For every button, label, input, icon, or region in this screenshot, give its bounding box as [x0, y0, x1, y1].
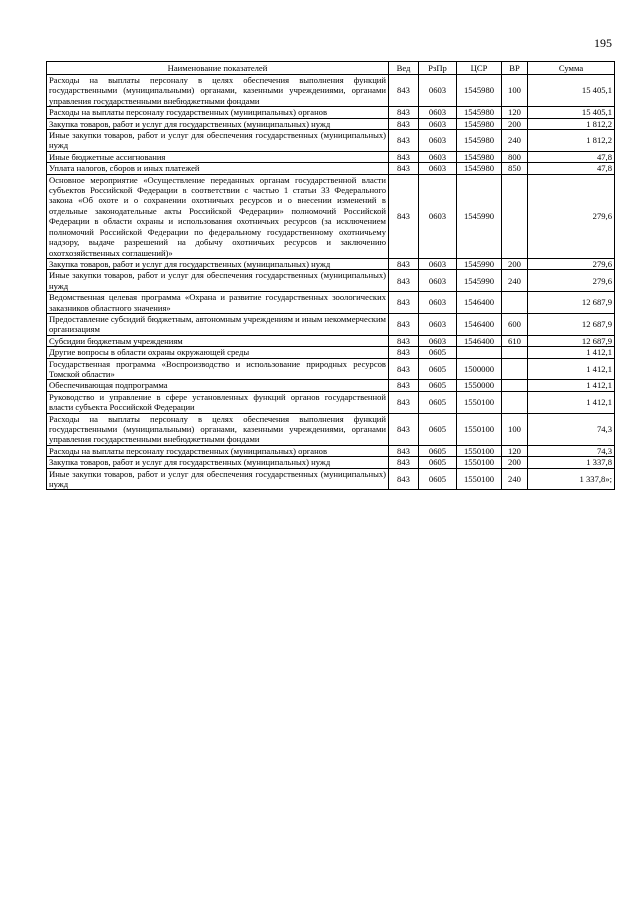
cell-csr: 1550100 [457, 445, 502, 456]
cell-ved: 843 [389, 75, 419, 107]
table-row [47, 75, 615, 107]
cell-name: Иные закупки товаров, работ и услуг для обеспечения государственных (муниципальных) нужд [47, 468, 389, 490]
cell-vr: 200 [502, 457, 528, 468]
header-rzpr: РзПр [419, 62, 457, 75]
table-row [47, 151, 615, 162]
cell-rzpr: 0605 [419, 358, 457, 380]
cell-ved: 843 [389, 457, 419, 468]
header-vr: ВР [502, 62, 528, 75]
cell-ved: 843 [389, 292, 419, 314]
cell-vr: 120 [502, 445, 528, 456]
cell-ved: 843 [389, 347, 419, 358]
cell-vr: 100 [502, 75, 528, 107]
cell-vr: 800 [502, 151, 528, 162]
table-row [47, 292, 615, 314]
cell-ved: 843 [389, 391, 419, 413]
cell-name: Закупка товаров, работ и услуг для государственных (муниципальных) нужд [47, 118, 389, 129]
cell-csr: 1545980 [457, 151, 502, 162]
cell-vr [502, 174, 528, 258]
cell-ved: 843 [389, 270, 419, 292]
table-header-row [47, 62, 615, 75]
cell-name: Предоставление субсидий бюджетным, автономным учреждениям и иным некоммерческим организациям [47, 313, 389, 335]
cell-rzpr: 0605 [419, 468, 457, 490]
cell-ved: 843 [389, 445, 419, 456]
cell-name: Обеспечивающая подпрограмма [47, 380, 389, 391]
cell-sum: 1 412,1 [528, 358, 615, 380]
table-row [47, 270, 615, 292]
cell-rzpr: 0603 [419, 107, 457, 118]
cell-sum: 12 687,9 [528, 335, 615, 346]
cell-name: Ведомственная целевая программа «Охрана и развитие государственных зоологических заказников областного значения» [47, 292, 389, 314]
header-ved: Вед [389, 62, 419, 75]
cell-name: Иные закупки товаров, работ и услуг для обеспечения государственных (муниципальных) нужд [47, 130, 389, 152]
cell-sum: 12 687,9 [528, 292, 615, 314]
header-csr: ЦСР [457, 62, 502, 75]
cell-rzpr: 0603 [419, 335, 457, 346]
cell-vr: 240 [502, 130, 528, 152]
table-body [47, 75, 615, 490]
table-row [47, 468, 615, 490]
table-row [47, 335, 615, 346]
cell-name: Иные бюджетные ассигнования [47, 151, 389, 162]
cell-rzpr: 0603 [419, 130, 457, 152]
cell-ved: 843 [389, 335, 419, 346]
cell-ved: 843 [389, 258, 419, 269]
cell-rzpr: 0603 [419, 163, 457, 174]
cell-csr: 1546400 [457, 292, 502, 314]
cell-sum: 12 687,9 [528, 313, 615, 335]
cell-csr [457, 347, 502, 358]
table-row [47, 413, 615, 445]
table-row [47, 174, 615, 258]
cell-sum: 74,3 [528, 445, 615, 456]
cell-rzpr: 0605 [419, 413, 457, 445]
table-row [47, 130, 615, 152]
cell-vr: 240 [502, 270, 528, 292]
table-row [47, 445, 615, 456]
cell-ved: 843 [389, 468, 419, 490]
cell-name: Расходы на выплаты персоналу государственных (муниципальных) органов [47, 445, 389, 456]
cell-sum: 47,8 [528, 163, 615, 174]
cell-csr: 1545980 [457, 163, 502, 174]
cell-name: Основное мероприятие «Осуществление переданных органам государственной власти субъектов Российской Федерации в соответствии с частью 1 статьи 33 Федерального закона «Об охоте и о сохранении охотничьих ресурсов и о внесении изменений в отдельные законодательные акты Российской Федерации» полномочий Российской Федерации в области охраны и использования охотничьих ресурсов (за исключением полномочий Российской Федерации по федеральному государственному охотничьему надзору, выдаче разрешений на добычу охотничьих ресурсов и заключению охотхозяйственных соглашений)» [47, 174, 389, 258]
cell-sum: 1 337,8 [528, 457, 615, 468]
cell-csr: 1550000 [457, 380, 502, 391]
cell-sum: 1 337,8»; [528, 468, 615, 490]
cell-sum: 279,6 [528, 174, 615, 258]
table-row [47, 258, 615, 269]
cell-ved: 843 [389, 313, 419, 335]
cell-csr: 1550100 [457, 457, 502, 468]
cell-rzpr: 0603 [419, 270, 457, 292]
table-row [47, 107, 615, 118]
cell-sum: 279,6 [528, 258, 615, 269]
budget-table [46, 61, 615, 490]
cell-csr: 1500000 [457, 358, 502, 380]
cell-ved: 843 [389, 413, 419, 445]
cell-rzpr: 0603 [419, 258, 457, 269]
cell-rzpr: 0605 [419, 380, 457, 391]
cell-rzpr: 0605 [419, 347, 457, 358]
cell-ved: 843 [389, 174, 419, 258]
cell-name: Руководство и управление в сфере установленных функций органов государственной власти субъекта Российской Федерации [47, 391, 389, 413]
table-row [47, 347, 615, 358]
cell-name: Закупка товаров, работ и услуг для государственных (муниципальных) нужд [47, 258, 389, 269]
cell-ved: 843 [389, 358, 419, 380]
cell-vr [502, 292, 528, 314]
cell-vr [502, 358, 528, 380]
cell-csr: 1545990 [457, 174, 502, 258]
cell-name: Другие вопросы в области охраны окружающей среды [47, 347, 389, 358]
cell-name: Государственная программа «Воспроизводство и использование природных ресурсов Томской области» [47, 358, 389, 380]
cell-vr [502, 380, 528, 391]
cell-csr: 1550100 [457, 468, 502, 490]
cell-sum: 1 812,2 [528, 130, 615, 152]
cell-csr: 1546400 [457, 335, 502, 346]
cell-csr: 1545980 [457, 107, 502, 118]
cell-csr: 1545990 [457, 270, 502, 292]
table-row [47, 313, 615, 335]
cell-name: Расходы на выплаты персоналу государственных (муниципальных) органов [47, 107, 389, 118]
cell-ved: 843 [389, 130, 419, 152]
cell-vr: 200 [502, 118, 528, 129]
cell-rzpr: 0605 [419, 445, 457, 456]
cell-rzpr: 0603 [419, 75, 457, 107]
cell-name: Иные закупки товаров, работ и услуг для обеспечения государственных (муниципальных) нужд [47, 270, 389, 292]
cell-ved: 843 [389, 163, 419, 174]
table-row [47, 457, 615, 468]
cell-sum: 15 405,1 [528, 75, 615, 107]
cell-name: Закупка товаров, работ и услуг для государственных (муниципальных) нужд [47, 457, 389, 468]
table-row [47, 380, 615, 391]
cell-vr: 610 [502, 335, 528, 346]
cell-vr: 240 [502, 468, 528, 490]
cell-name: Субсидии бюджетным учреждениям [47, 335, 389, 346]
cell-vr: 850 [502, 163, 528, 174]
cell-rzpr: 0603 [419, 313, 457, 335]
cell-vr: 600 [502, 313, 528, 335]
cell-rzpr: 0603 [419, 292, 457, 314]
cell-vr: 120 [502, 107, 528, 118]
table-row [47, 118, 615, 129]
cell-vr: 200 [502, 258, 528, 269]
cell-vr [502, 347, 528, 358]
cell-sum: 15 405,1 [528, 107, 615, 118]
cell-sum: 1 412,1 [528, 347, 615, 358]
cell-sum: 1 412,1 [528, 391, 615, 413]
cell-name: Расходы на выплаты персоналу в целях обеспечения выполнения функций государственными (муниципальными) органами, казенными учреждениями, органами управления государственными внебюджетными фондами [47, 75, 389, 107]
cell-csr: 1545980 [457, 118, 502, 129]
cell-csr: 1550100 [457, 413, 502, 445]
table-row [47, 163, 615, 174]
cell-vr: 100 [502, 413, 528, 445]
cell-csr: 1546400 [457, 313, 502, 335]
cell-rzpr: 0603 [419, 174, 457, 258]
cell-vr [502, 391, 528, 413]
cell-sum: 74,3 [528, 413, 615, 445]
cell-rzpr: 0605 [419, 457, 457, 468]
cell-sum: 1 412,1 [528, 380, 615, 391]
cell-csr: 1550100 [457, 391, 502, 413]
cell-name: Уплата налогов, сборов и иных платежей [47, 163, 389, 174]
cell-name: Расходы на выплаты персоналу в целях обеспечения выполнения функций государственными (муниципальными) органами, казенными учреждениями, органами управления государственными внебюджетными фондами [47, 413, 389, 445]
cell-sum: 47,8 [528, 151, 615, 162]
page-number: 195 [594, 36, 612, 50]
table-row [47, 358, 615, 380]
table-row [47, 391, 615, 413]
cell-sum: 1 812,2 [528, 118, 615, 129]
cell-csr: 1545990 [457, 258, 502, 269]
cell-rzpr: 0603 [419, 118, 457, 129]
cell-ved: 843 [389, 107, 419, 118]
cell-rzpr: 0603 [419, 151, 457, 162]
cell-rzpr: 0605 [419, 391, 457, 413]
header-name: Наименование показателей [47, 62, 389, 75]
cell-ved: 843 [389, 151, 419, 162]
header-sum: Сумма [528, 62, 615, 75]
cell-ved: 843 [389, 118, 419, 129]
cell-csr: 1545980 [457, 130, 502, 152]
cell-sum: 279,6 [528, 270, 615, 292]
cell-ved: 843 [389, 380, 419, 391]
cell-csr: 1545980 [457, 75, 502, 107]
